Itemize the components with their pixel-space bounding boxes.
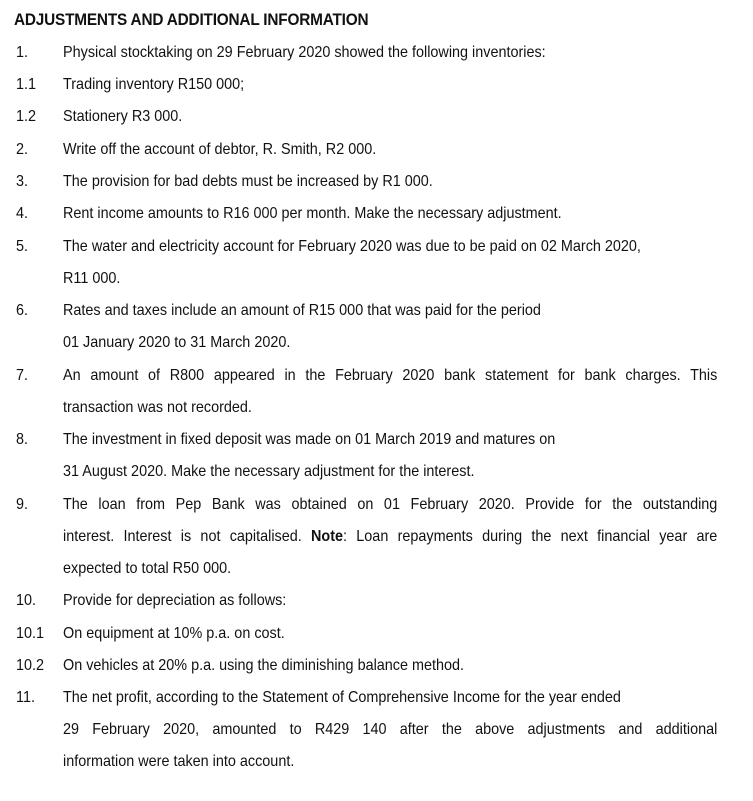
page-title: ADJUSTMENTS AND ADDITIONAL INFORMATION xyxy=(14,11,369,29)
item-text: interest. Interest is not capitalised. xyxy=(63,528,312,545)
item-number: 5. xyxy=(16,238,29,255)
item-text: 01 January 2020 to 31 March 2020. xyxy=(63,334,291,351)
item-text: Rent income amounts to R16 000 per month. Make the necessary adjustment. xyxy=(63,205,562,222)
item-text: The net profit, according to the Statement of Comprehensive Income for the year ended xyxy=(63,689,621,706)
item-text: expected to total R50 000. xyxy=(63,560,232,577)
item-text-with-note xyxy=(63,528,717,546)
item-number: 4. xyxy=(16,205,29,222)
item-text: R11 000. xyxy=(63,270,121,287)
item-text: The water and electricity account for February 2020 was due to be paid on 02 March 2020, xyxy=(63,238,641,255)
item-number: 10. xyxy=(16,592,37,609)
item-text: The investment in fixed deposit was made on 01 March 2019 and matures on xyxy=(63,431,556,448)
item-text: information were taken into account. xyxy=(63,753,295,770)
item-text: On vehicles at 20% p.a. using the diminishing balance method. xyxy=(63,657,465,674)
item-number: 2. xyxy=(16,141,29,158)
item-number: 7. xyxy=(16,367,29,384)
item-number: 9. xyxy=(16,496,29,513)
item-text: Stationery R3 000. xyxy=(63,108,183,125)
item-text: On equipment at 10% p.a. on cost. xyxy=(63,625,285,642)
item-text: An amount of R800 appeared in the February 2020 bank statement for bank charges. This xyxy=(63,367,718,384)
item-text: Rates and taxes include an amount of R15 000 that was paid for the period xyxy=(63,302,541,319)
item-text: The loan from Pep Bank was obtained on 01 February 2020. Provide for the outstanding xyxy=(63,496,718,513)
item-text: Physical stocktaking on 29 February 2020 showed the following inventories: xyxy=(63,44,546,61)
item-number: 3. xyxy=(16,173,29,190)
note-label: Note xyxy=(311,528,344,545)
item-number: 1.1 xyxy=(16,76,37,93)
item-text: 31 August 2020. Make the necessary adjustment for the interest. xyxy=(63,463,475,480)
item-text: transaction was not recorded. xyxy=(63,399,252,416)
item-text: Write off the account of debtor, R. Smith, R2 000. xyxy=(63,141,377,158)
item-number: 8. xyxy=(16,431,29,448)
item-text: 29 February 2020, amounted to R429 140 after the above adjustments and additional xyxy=(63,721,718,738)
item-text: Provide for depreciation as follows: xyxy=(63,592,287,609)
item-number: 10.2 xyxy=(16,657,45,674)
item-text: Trading inventory R150 000; xyxy=(63,76,245,93)
item-number: 11. xyxy=(16,689,35,706)
item-number: 10.1 xyxy=(16,625,45,642)
item-text: : Loan repayments during the next financial year are xyxy=(343,528,718,545)
item-number: 1. xyxy=(16,44,29,61)
item-number: 1.2 xyxy=(16,108,37,125)
item-text: The provision for bad debts must be increased by R1 000. xyxy=(63,173,433,190)
item-number: 6. xyxy=(16,302,29,319)
